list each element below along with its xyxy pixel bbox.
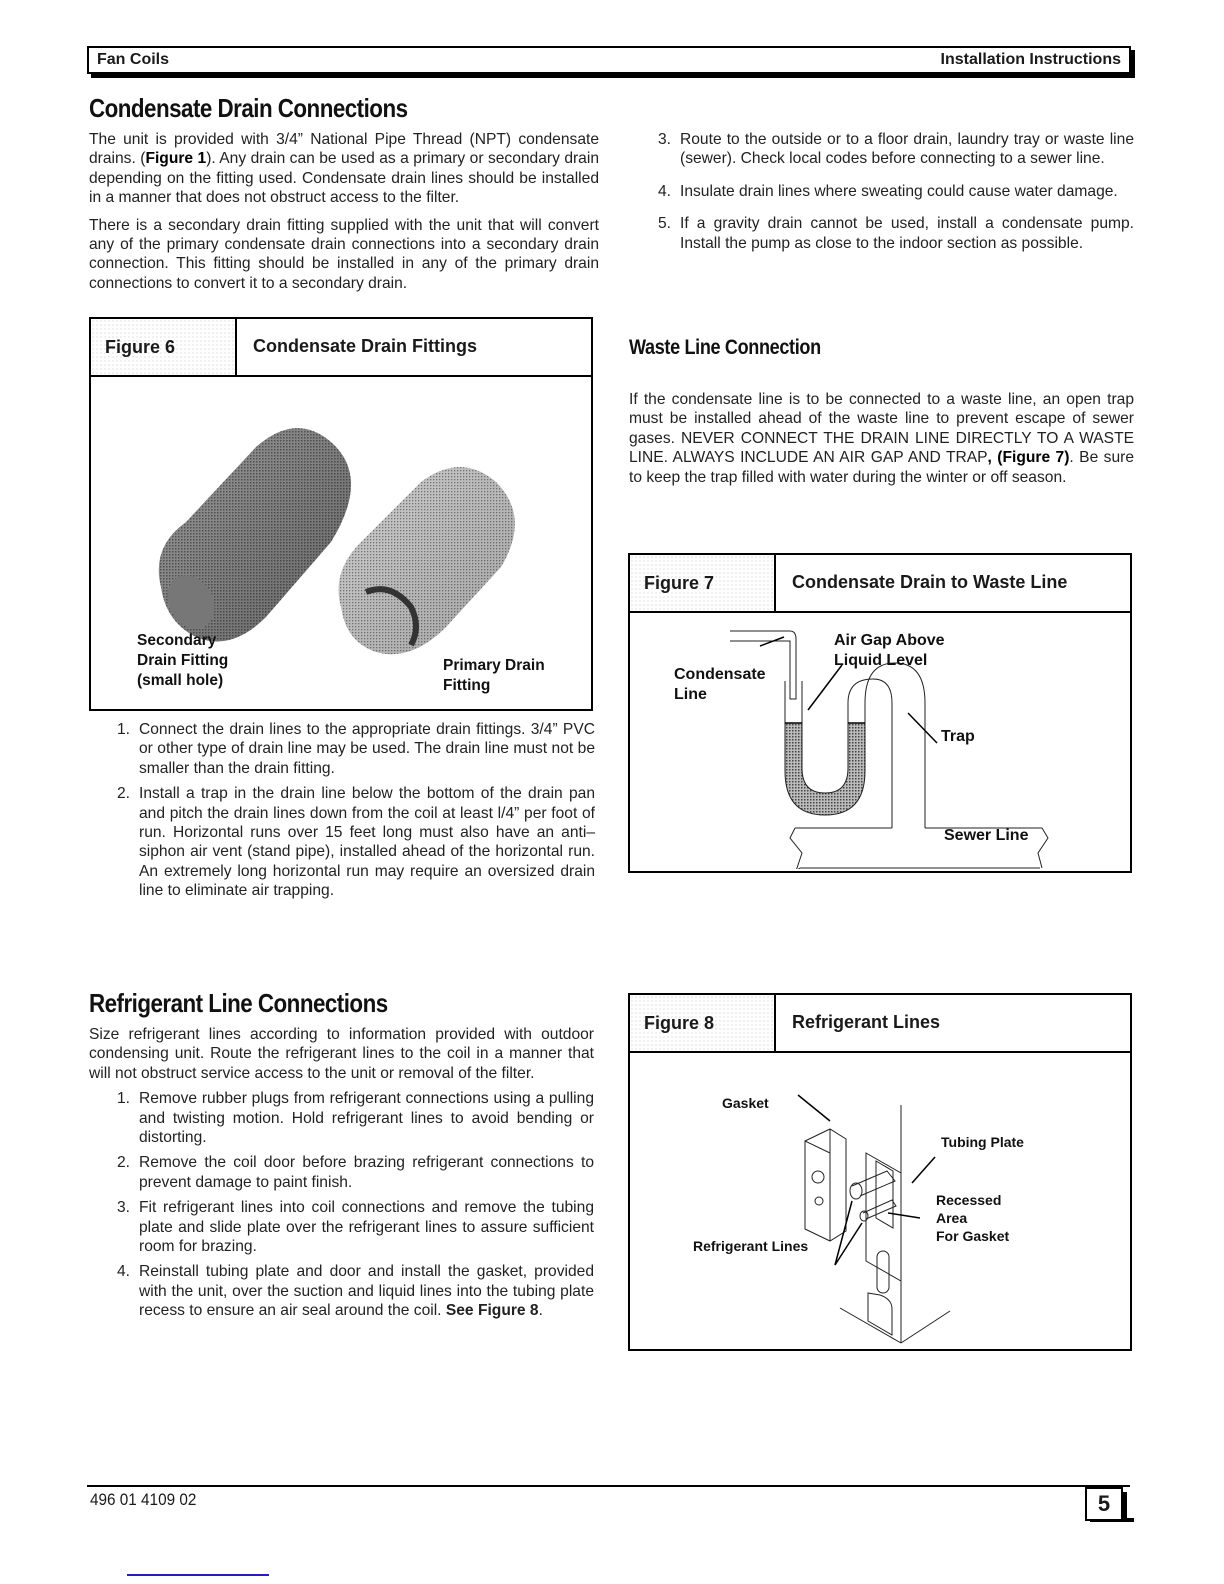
- tubing-plate-label: Tubing Plate: [941, 1134, 1024, 1150]
- primary-fitting-shape: [339, 467, 515, 654]
- figure-reference: , (Figure 7): [987, 449, 1070, 467]
- air-gap-label: Air Gap Above Liquid Level: [834, 632, 945, 669]
- condensate-steps-left: [107, 720, 595, 907]
- trap-water: [785, 723, 865, 815]
- figure-header: [630, 995, 1130, 1053]
- list-item: 2. Install a trap in the drain line below the bottom of the drain pan and pitch the drain lines down from the coil at least l/4” per foot of run. Horizontal runs over 15 feet long must also have an anti–siphon air vent (stand pipe), installed ahead of the horizontal run. An extremely long horizontal run may require an oversized drain line to eliminate air trapping.: [117, 785, 595, 900]
- figure-title: Condensate Drain to Waste Line: [792, 572, 1068, 592]
- condensate-paragraph-1: The unit is provided with 3/4” National Pipe Thread (NPT) condensate drains. (Figure 1). Any drain can be used as a primary or secondary drain depending on the fitting used. Condensate drain lines should be installed in a manner that does not obstruct access to the filter.: [89, 131, 599, 207]
- list-item: 2. Remove the coil door before brazing refrigerant connections to prevent damage to paint finish.: [117, 1154, 594, 1191]
- gasket-label: Gasket: [722, 1095, 769, 1111]
- waste-line-section: [629, 336, 1134, 487]
- condensate-line-label: Condensate Line: [674, 666, 766, 703]
- figure-number-box: Figure 7: [630, 555, 776, 611]
- figure-number-box: Figure 6: [91, 319, 237, 375]
- header-right-title: Installation Instructions: [940, 51, 1121, 68]
- header-left-title: Fan Coils: [97, 51, 170, 68]
- page-number: 5: [1085, 1487, 1123, 1521]
- secondary-drain-label: Secondary Drain Fitting (small hole): [137, 632, 229, 689]
- secondary-fitting-shape: [158, 428, 351, 641]
- document-number: 496 01 4109 02: [90, 1490, 197, 1509]
- list-item: 3. Route to the outside or to a floor drain, laundry tray or waste line (sewer). Check local codes before connecting to a sewer line.: [658, 131, 1134, 168]
- figure-6: [89, 317, 593, 711]
- refrigerant-steps: [107, 1089, 594, 1320]
- figure-title: Condensate Drain Fittings: [253, 336, 478, 356]
- list-item: 3. Fit refrigerant lines into coil connections and remove the tubing plate and slide plate over the refrigerant lines to assure sufficient room for brazing.: [117, 1199, 594, 1256]
- section-title: Refrigerant Line Connections: [89, 988, 388, 1018]
- refrigerant-section: [89, 988, 594, 1327]
- list-item: 1. Connect the drain lines to the appropriate drain fittings. 3/4” PVC or other type of drain line may be used. The drain line must not be smaller than the drain fitting.: [117, 721, 595, 777]
- condensate-paragraph-2: There is a secondary drain fitting supplied with the unit that will convert any of the primary condensate drain connections into a secondary drain connection. This fitting should be installed in any of the primary drain connections to convert it to a secondary drain.: [89, 216, 599, 292]
- refrigerant-lines-label: Refrigerant Lines: [693, 1238, 809, 1254]
- section-title: Condensate Drain Connections: [89, 93, 408, 123]
- waste-line-paragraph: If the condensate line is to be connected to a waste line, an open trap must be installed ahead of the waste line to prevent escape of sewer gases. NEVER CONNECT THE DRAIN LINE DIRECTLY TO A WASTE LINE. ALWAYS INCLUDE AN AIR GAP AND TRAP, (Figure 7). Be sure to keep the trap filled with water during the winter or off season.: [629, 391, 1134, 486]
- refrigerant-paragraph: Size refrigerant lines according to information provided with outdoor condensing unit. Route the refrigerant lines to the coil in a manner that will not obstruct service access to the unit or removal of the filter.: [89, 1026, 594, 1082]
- running-header: [87, 46, 1131, 74]
- figure-header: [91, 319, 591, 377]
- list-item: 5. If a gravity drain cannot be used, install a condensate pump. Install the pump as close to the indoor section as possible.: [658, 215, 1134, 252]
- list-item: 4. Insulate drain lines where sweating could cause water damage.: [658, 182, 1118, 200]
- figure-reference: Figure 1: [145, 150, 207, 168]
- figure-reference: See Figure 8: [445, 1302, 539, 1320]
- condensate-section: [89, 93, 599, 293]
- link-underline[interactable]: [127, 1574, 269, 1576]
- figure-7: [628, 553, 1132, 873]
- recessed-area-label: Recessed Area For Gasket: [936, 1192, 1010, 1244]
- condensate-steps-right: [648, 130, 1134, 259]
- sewer-line-label: Sewer Line: [944, 827, 1029, 844]
- figure-number-box: Figure 8: [630, 995, 776, 1051]
- list-item: 4. Reinstall tubing plate and door and install the gasket, provided with the unit, over the suction and liquid lines into the tubing plate recess to ensure an air seal around the coil. See Figure 8.: [117, 1263, 594, 1320]
- figure-header: [630, 555, 1130, 613]
- refrigerant-lines-diagram: [630, 1053, 1130, 1347]
- primary-drain-label: Primary Drain Fitting: [443, 657, 545, 694]
- list-item: 1. Remove rubber plugs from refrigerant connections using a pulling and twisting motion. Hold refrigerant lines to avoid bending or distorting.: [117, 1090, 594, 1147]
- footer-rule: [87, 1485, 1130, 1487]
- subsection-title: Waste Line Connection: [629, 336, 821, 359]
- figure-title: Refrigerant Lines: [792, 1012, 941, 1032]
- figure-8: [628, 993, 1132, 1351]
- trap-label: Trap: [941, 728, 975, 745]
